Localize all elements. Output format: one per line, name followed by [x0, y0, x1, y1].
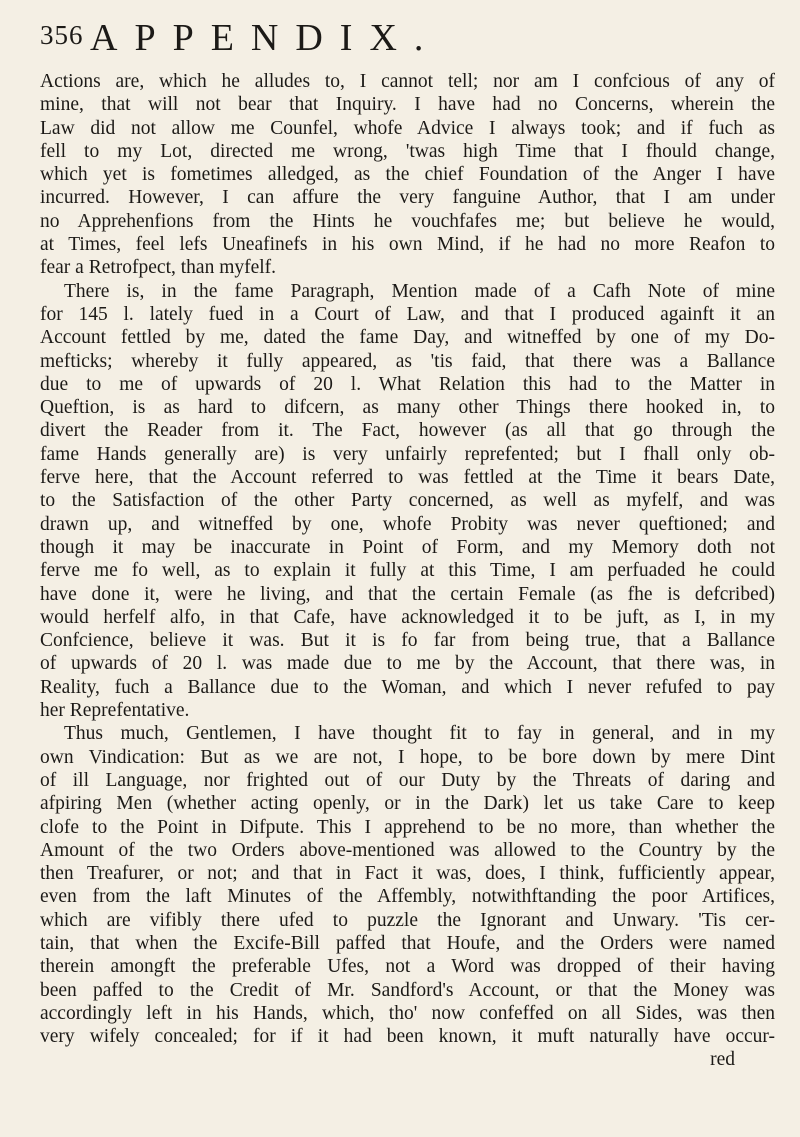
text-line: due to me of upwards of 20 l. What Relation this had to the Matter in: [40, 373, 775, 395]
text-line: mine, that will not bear that Inquiry. I have had no Concerns, wherein the: [40, 94, 775, 116]
catchword: red: [710, 1049, 735, 1071]
text-line: then Treafurer, or not; and that in Fact it was, does, I think, fufficiently appear,: [40, 863, 775, 885]
text-line: Amount of the two Orders above-mentioned was allowed to the Country by the: [40, 839, 775, 861]
text-line: afpiring Men (whether acting openly, or in the Dark) let us take Care to keep: [40, 793, 775, 815]
paragraph-end-line: fear a Retrofpect, than myfelf.: [40, 257, 277, 279]
text-line: ferve me fo well, as to explain it fully at this Time, I am perfuaded he could: [40, 560, 775, 582]
text-line: which are vifibly there ufed to puzzle the Ignorant and Unwary. 'Tis cer-: [40, 909, 775, 931]
text-line: to the Satisfaction of the other Party concerned, as well as myfelf, and was: [40, 490, 775, 512]
text-line: accordingly left in his Hands, which, tho' now confeffed on all Sides, was then: [40, 1002, 775, 1024]
text-line: at Times, feel lefs Uneafinefs in his own Mind, if he had no more Reafon to: [40, 234, 775, 256]
text-line: clofe to the Point in Difpute. This I apprehend to be no more, than whether the: [40, 816, 775, 838]
body-text: [40, 70, 775, 1072]
text-line: Actions are, which he alludes to, I cannot tell; nor am I confcious of any of: [40, 71, 775, 92]
text-line: for 145 l. lately fued in a Court of Law, and that I produced againft it an: [40, 303, 775, 325]
text-line: Confcience, believe it was. But it is fo far from being true, that a Ballance: [40, 630, 775, 652]
text-line: therein amongft the preferable Ufes, not a Word was dropped of their having: [40, 956, 775, 978]
text-line: mefticks; whereby it fully appeared, as 'tis faid, that there was a Ballance: [40, 350, 775, 372]
text-line: even from the laft Minutes of the Affembly, notwithftanding the poor Artifices,: [40, 886, 775, 908]
paragraph-start-line: Thus much, Gentlemen, I have thought fit to fay in general, and in my: [64, 723, 775, 745]
text-line: own Vindication: But as we are not, I hope, to be bore down by mere Dint: [40, 746, 775, 768]
book-page: [40, 14, 775, 1124]
text-line: been paffed to the Credit of Mr. Sandford's Account, or that the Money was: [40, 979, 775, 1001]
text-line: though it may be inaccurate in Point of Form, and my Memory doth not: [40, 536, 775, 558]
text-line: tain, that when the Excife-Bill paffed that Houfe, and the Orders were named: [40, 932, 775, 954]
text-line: of ill Language, nor frighted out of our Duty by the Threats of daring and: [40, 769, 775, 791]
page-number: 356: [40, 20, 84, 50]
paragraph-end-line: her Reprefentative.: [40, 700, 190, 722]
page-header: [40, 14, 775, 62]
running-title: APPENDIX.: [90, 17, 441, 59]
text-line: fame Hands generally are) is very unfairly reprefented; but I fhall only ob-: [40, 443, 775, 465]
text-line: very wifely concealed; for if it had been known, it muft naturally have occur-: [40, 1026, 775, 1048]
text-line: which yet is fometimes alledged, as the chief Foundation of the Anger I have: [40, 164, 775, 186]
text-line: fell to my Lot, directed me wrong, 'twas high Time that I fhould change,: [40, 140, 775, 162]
paragraph-start-line: There is, in the fame Paragraph, Mention made of a Cafh Note of mine: [64, 280, 775, 302]
text-line: Reality, fuch a Ballance due to the Woman, and which I never refufed to pay: [40, 676, 775, 698]
text-line: of upwards of 20 l. was made due to me by the Account, that there was, in: [40, 653, 775, 675]
text-line: Law did not allow me Counfel, whofe Advice I always took; and if fuch as: [40, 117, 775, 139]
text-line: incurred. However, I can affure the very fanguine Author, that I am under: [40, 187, 775, 209]
text-line: have done it, were he living, and that the certain Female (as fhe is defcribed): [40, 583, 775, 605]
text-line: Queftion, is as hard to difcern, as many other Things there hooked in, to: [40, 397, 775, 419]
text-line: divert the Reader from it. The Fact, however (as all that go through the: [40, 420, 775, 442]
text-line: would herfelf alfo, in that Cafe, have acknowledged it to be juft, as I, in my: [40, 606, 775, 628]
text-line: ferve here, that the Account referred to was fettled at the Time it bears Date,: [40, 467, 775, 489]
text-line: Account fettled by me, dated the fame Day, and witneffed by one of my Do-: [40, 327, 775, 349]
text-line: no Apprehenfions from the Hints he vouchfafes me; but believe he would,: [40, 210, 775, 232]
text-line: drawn up, and witneffed by one, whofe Probity was never queftioned; and: [40, 513, 775, 535]
